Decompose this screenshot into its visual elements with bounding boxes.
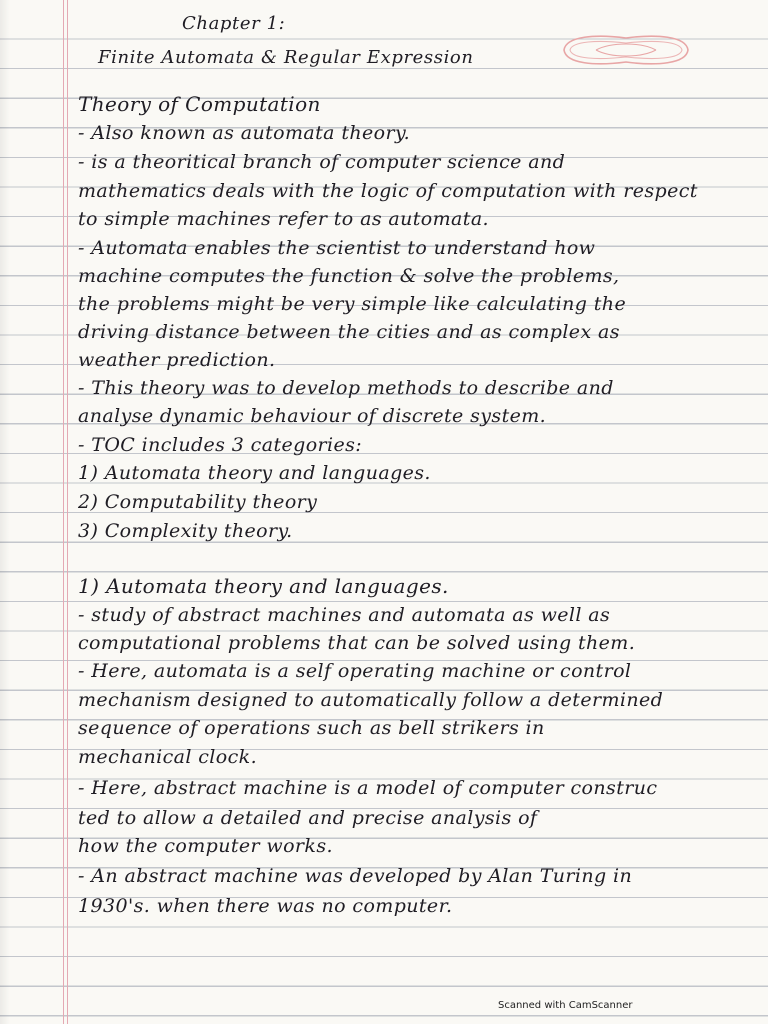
note-line: analyse dynamic behaviour of discrete system. xyxy=(78,405,547,427)
note-line: - is a theoritical branch of computer science and xyxy=(78,151,566,173)
note-line: - Automata enables the scientist to understand how xyxy=(78,237,596,259)
note-line: mathematics deals with the logic of computation with respect xyxy=(78,180,698,202)
margin-line xyxy=(63,0,64,1024)
chapter-label: Chapter 1: xyxy=(182,13,286,34)
note-line: machine computes the function & solve the problems, xyxy=(78,265,620,287)
decorative-doodle xyxy=(556,30,696,70)
note-line: ted to allow a detailed and precise analysis of xyxy=(78,807,538,829)
note-line: - TOC includes 3 categories: xyxy=(78,434,363,456)
note-line: how the computer works. xyxy=(78,835,333,857)
note-heading: Theory of Computation xyxy=(78,92,321,116)
page-edge-shadow xyxy=(0,0,10,1024)
note-line: - Also known as automata theory. xyxy=(78,122,411,144)
chapter-title: Finite Automata & Regular Expression xyxy=(98,47,474,68)
margin-line xyxy=(67,0,68,1024)
note-line: sequence of operations such as bell strikers in xyxy=(78,717,545,739)
note-list-item: 3) Complexity theory. xyxy=(78,520,293,542)
note-line: weather prediction. xyxy=(78,349,276,371)
scanner-watermark: Scanned with CamScanner xyxy=(498,1000,633,1011)
note-line: 1930's. when there was no computer. xyxy=(78,895,453,917)
note-subheading: 1) Automata theory and languages. xyxy=(78,574,449,598)
note-line: - study of abstract machines and automata as well as xyxy=(78,604,611,626)
note-list-item: 2) Computability theory xyxy=(78,491,318,513)
note-line: mechanism designed to automatically follow a determined xyxy=(78,689,664,711)
note-line: mechanical clock. xyxy=(78,746,258,768)
note-line: - Here, automata is a self operating machine or control xyxy=(78,660,632,682)
note-line: - This theory was to develop methods to describe and xyxy=(78,377,614,399)
note-list-item: 1) Automata theory and languages. xyxy=(78,462,431,484)
note-line: - An abstract machine was developed by Alan Turing in xyxy=(78,865,633,887)
note-line: - Here, abstract machine is a model of computer construc xyxy=(78,777,658,799)
note-line: driving distance between the cities and as complex as xyxy=(78,321,620,343)
note-line: the problems might be very simple like calculating the xyxy=(78,293,627,315)
note-line: computational problems that can be solved using them. xyxy=(78,632,636,654)
note-line: to simple machines refer to as automata. xyxy=(78,208,489,230)
